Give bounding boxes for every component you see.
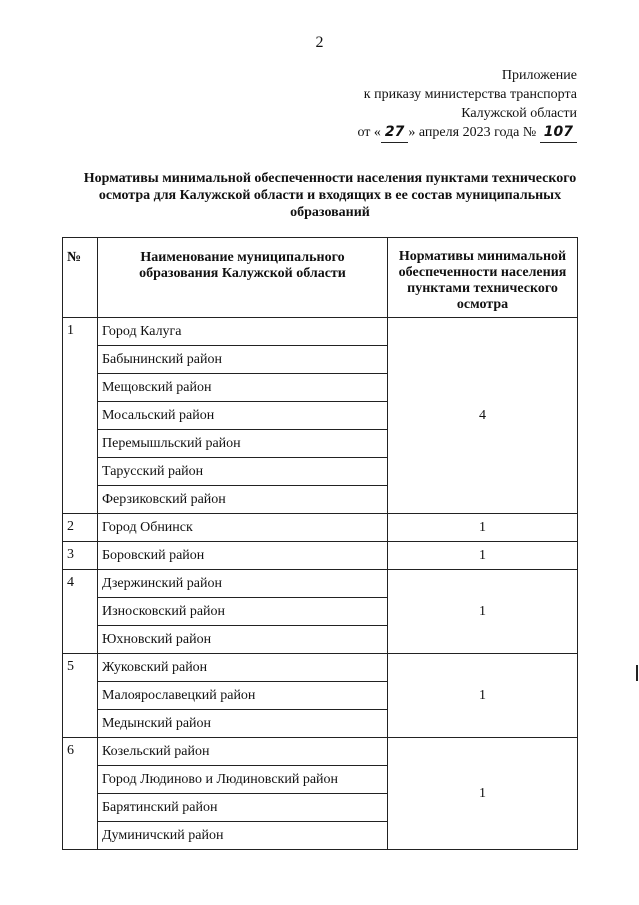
order-number: 107 xyxy=(540,123,577,143)
page-number: 2 xyxy=(315,34,324,51)
municipality-name: Дзержинский район xyxy=(98,570,388,598)
row-number: 5 xyxy=(63,654,98,738)
municipality-name: Город Калуга xyxy=(98,318,388,346)
norms-table xyxy=(62,237,578,850)
norm-value: 1 xyxy=(388,514,578,542)
municipality-name: Перемышльский район xyxy=(98,430,388,458)
municipality-name: Бабынинский район xyxy=(98,346,388,374)
row-number: 4 xyxy=(63,570,98,654)
table-row xyxy=(63,570,578,598)
norm-value: 1 xyxy=(388,542,578,570)
municipality-name: Ферзиковский район xyxy=(98,486,388,514)
municipality-name: Юхновский район xyxy=(98,626,388,654)
municipality-name: Город Обнинск xyxy=(98,514,388,542)
appendix-title: Приложение xyxy=(501,68,577,83)
header-name: Наименование муниципального образования Калужской области xyxy=(98,238,388,318)
table-row xyxy=(63,542,578,570)
row-number: 3 xyxy=(63,542,98,570)
table-header-row xyxy=(63,238,578,318)
table-body xyxy=(63,318,578,850)
row-number: 2 xyxy=(63,514,98,542)
date-prefix: от « xyxy=(357,125,381,140)
norm-value: 1 xyxy=(388,654,578,738)
appendix-region: Калужской области xyxy=(461,106,577,121)
row-number: 6 xyxy=(63,738,98,850)
municipality-name: Мосальский район xyxy=(98,402,388,430)
table-row xyxy=(63,514,578,542)
municipality-name: Боровский район xyxy=(98,542,388,570)
header-num: № xyxy=(63,238,98,318)
municipality-name: Козельский район xyxy=(98,738,388,766)
table-row xyxy=(63,654,578,682)
municipality-name: Барятинский район xyxy=(98,794,388,822)
edge-mark xyxy=(636,665,638,681)
document-title: Нормативы минимальной обеспеченности населения пунктами технического осмотра для Калужской области и входящих в ее состав муниципальных образований xyxy=(83,171,577,220)
municipality-name: Думиничский район xyxy=(98,822,388,850)
municipality-name: Город Людиново и Людиновский район xyxy=(98,766,388,794)
municipality-name: Малоярославецкий район xyxy=(98,682,388,710)
municipality-name: Тарусский район xyxy=(98,458,388,486)
municipality-name: Медынский район xyxy=(98,710,388,738)
appendix-block xyxy=(357,66,577,143)
norm-value: 1 xyxy=(388,738,578,850)
municipality-name: Износковский район xyxy=(98,598,388,626)
norm-value: 4 xyxy=(388,318,578,514)
appendix-date-line xyxy=(357,123,577,143)
municipality-name: Жуковский район xyxy=(98,654,388,682)
date-middle: » апреля 2023 года № xyxy=(408,125,537,140)
header-norm: Нормативы минимальной обеспеченности населения пунктами технического осмотра xyxy=(388,238,578,318)
table-row xyxy=(63,318,578,346)
table-row xyxy=(63,738,578,766)
municipality-name: Мещовский район xyxy=(98,374,388,402)
norm-value: 1 xyxy=(388,570,578,654)
appendix-order-ref: к приказу министерства транспорта xyxy=(363,87,577,102)
date-day: 27 xyxy=(381,123,408,143)
row-number: 1 xyxy=(63,318,98,514)
